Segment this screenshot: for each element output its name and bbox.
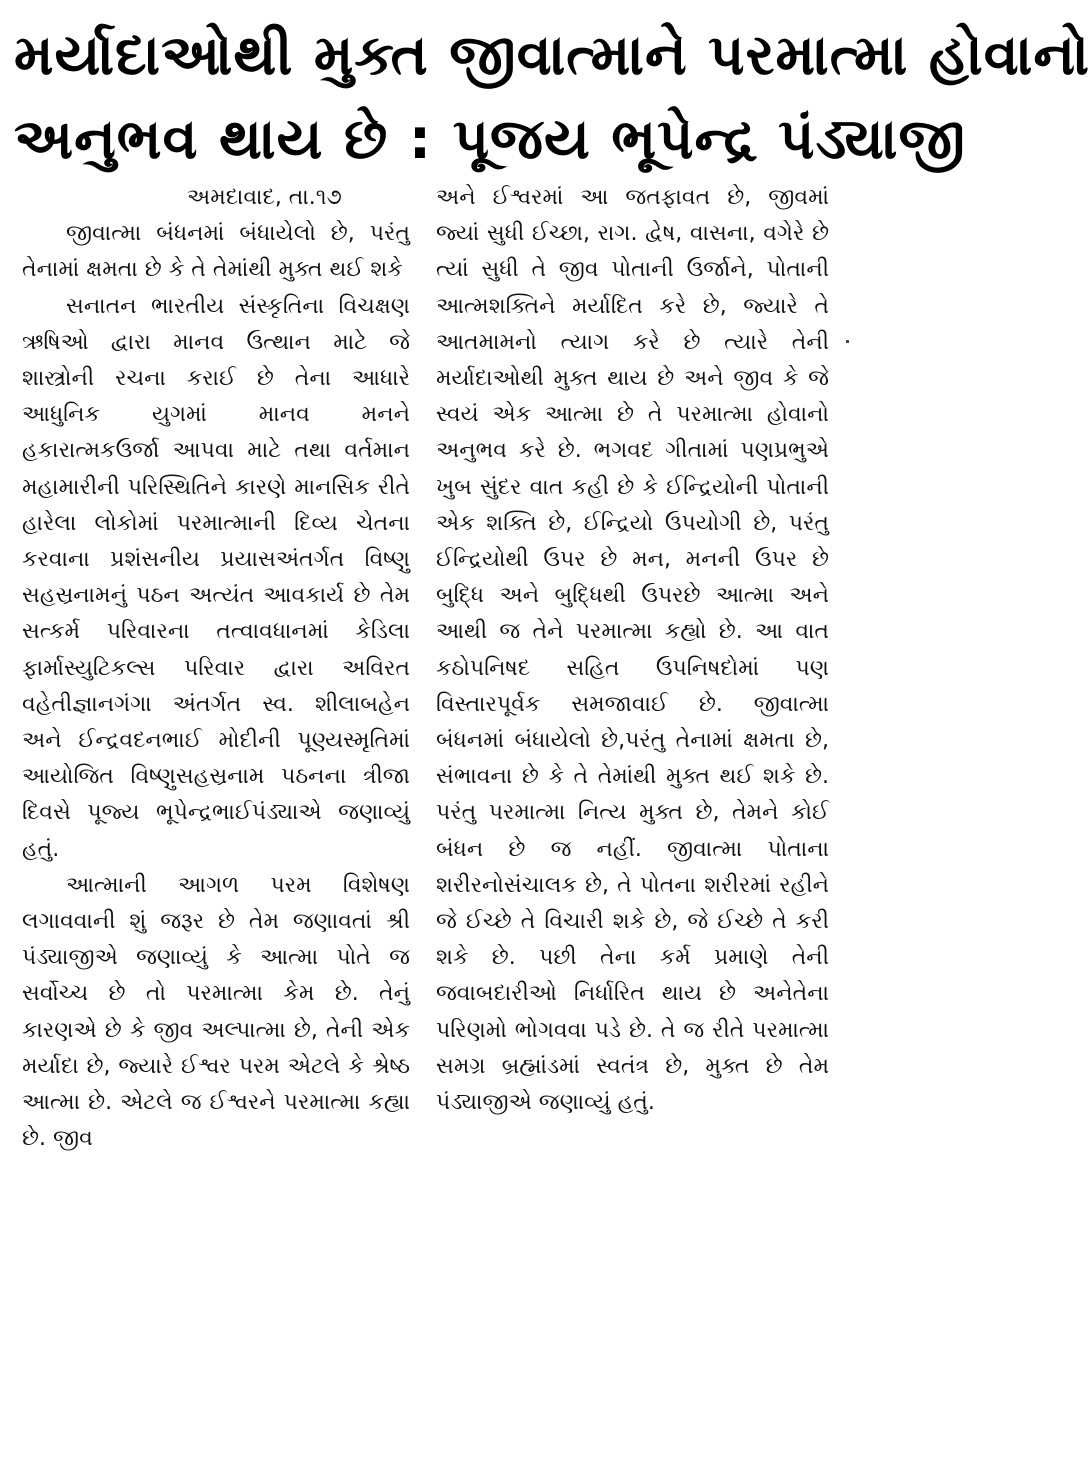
article-paragraph: અને ઈશ્વરમાં આ જતફાવત છે, જીવમાં જ્યાં સુધી ઈચ્છા, રાગ. દ્વેષ, વાસના, વગેરે છે ત્યાં સુધી તે જીવ પોતાની ઉર્જાને, પોતાની આત્મશક્તિને મર્યાદિત કરે છે, જ્યારે તે આતમામનો ત્યાગ કરે છે ત્યારે તેની મર્યાદાઓથી મુક્ત થાય છે અને જીવ કે જે સ્વયં એક આત્મા છે તે પરમાત્મા હોવાનો અનુભવ કરે છે. ભગવદ ગીતામાં પણપ્રભુએ ખુબ સુંદર વાત કહી છે કે ઈન્દ્રિયોની પોતાની એક શક્તિ છે, ઈન્દ્રિયો ઉપયોગી છે, પરંતુ ઈન્દ્રિયોથી ઉપર છે મન, મનની ઉપર છે બુદ્ધિ અને બુદ્ધિથી ઉપરછે આત્મા અને આથી જ તેને પરમાત્મા કહ્યો છે. આ વાત કઠોપનિષદ સહિત ઉપનિષદોમાં પણ વિસ્તારપૂર્વક સમજાવાઈ છે. જીવાત્મા બંધનમાં બંધાયેલો છે,પરંતુ તેનામાં ક્ષમતા છે, સંભાવના છે કે તે તેમાંથી મુક્ત થઈ શકે છે. પરંતુ પરમાત્મા નિત્ય મુક્ત છે, તેમને કોઈ બંધન છે જ નહીં. જીવાત્મા પોતાના શરીરનોસંચાલક છે, તે પોતના શરીરમાં રહીને જે ઈચ્છે તે વિચારી શકે છે, જે ઈચ્છે તે કરી શકે છે. પછી તેના કર્મ પ્રમાણે તેની જવાબદારીઓ નિર્ધારિત થાય છે અનેતેના પરિણમો ભોગવવા પડે છે. તે જ રીતે પરમાત્મા સમગ્ર બ્રહ્માંડમાં સ્વતંત્ર છે, મુક્ત છે તેમ પંડ્યાજીએ જણાવ્યું હતું. (436, 185, 829, 1116)
article-paragraph: સનાતન ભારતીય સંસ્કૃતિના વિચક્ષણ ઋષિઓ દ્વારા માનવ ઉત્થાન માટે જે શાસ્ત્રોની રચના કરાઈ છે તેના આધારે આધુનિક યુગમાં માનવ મનને હકારાત્મકઉર્જા આપવા માટે તથા વર્તમાન મહામારીની પરિસ્થિતિને કારણે માનસિક રીતે હારેલા લોકોમાં પરમાત્માની દિવ્ય ચેતના કરવાના પ્રશંસનીય પ્રયાસઅંતર્ગત વિષ્ણુ સહસ્રનામનું પઠન અત્યંત આવકાર્ય છે તેમ સત્કર્મ પરિવારના તત્વાવધાનમાં કેડિલા ફાર્માસ્યુટિકલ્સ પરિવાર દ્વારા અવિરત વહેતીજ્ઞાનગંગા અંતર્ગત સ્વ. શીલાબહેન અને ઈન્દ્રવદનભાઈ મોદીની પૂણ્યસ્મૃતિમાં આયોજિત વિષ્ણુસહસ્રનામ પઠનના ત્રીજા દિવસે પૂજ્ય ભૂપેન્દ્રભાઈપંડ્યાએ જણાવ્યું હતું. (22, 293, 410, 862)
headline-line-1: મર્યાદાઓથી મુક્ત જીવાત્માને પરમાત્મા હોવાનો (14, 23, 1090, 88)
article-column-right (436, 180, 829, 1121)
article-paragraph: જીવાત્મા બંધનમાં બંધાયેલો છે, પરંતુ તેનામાં ક્ષમતા છે કે તે તેમાંથી મુક્ત થઈ શકે (22, 221, 410, 283)
dateline: અમદાવાદ, તા.૧૭ (187, 185, 342, 210)
print-speck (846, 340, 849, 343)
article-column-left (22, 180, 410, 1157)
article-paragraph: આત્માની આગળ પરમ વિશેષણ લગાવવાની શું જરૂર છે તેમ જણાવતાં શ્રી પંડ્યાજીએ જણાવ્યું કે આત્મા પોતે જ સર્વોચ્ચ છે તો પરમાત્મા કેમ છે. તેનું કારણએ છે કે જીવ અલ્પાત્મા છે, તેની એક મર્યાદા છે, જ્યારે ઈશ્વર પરમ એટલે કે શ્રેષ્ઠ આત્મા છે. એટલે જ ઈશ્વરને પરમાત્મા કહ્યા છે. જીવ (22, 872, 410, 1152)
headline-line-2: અનુભવ થાય છે : પૂજય ભૂપેન્દ્ર પંડ્યાજી (14, 107, 966, 172)
headline (14, 14, 1090, 182)
